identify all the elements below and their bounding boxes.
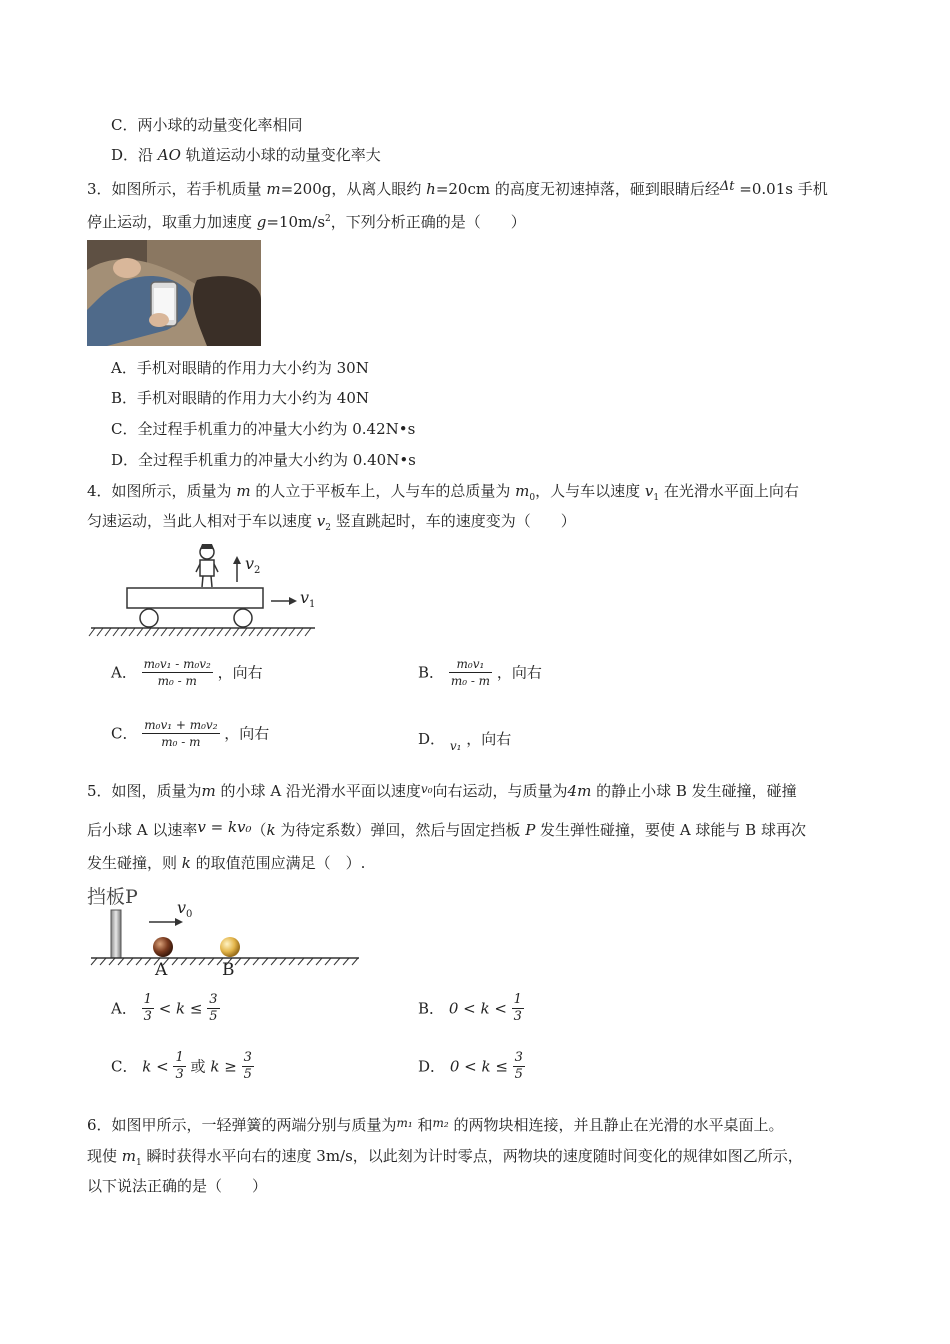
q5-stem-line3: 发生碰撞，则 k 的取值范围应满足（ ）. [87, 854, 366, 872]
q3-option-c: C．全过程手机重力的冲量大小约为 0.42N•s [111, 420, 416, 438]
ball-b-label: B [222, 960, 235, 980]
q5-stem-line2: 后小球 A 以速率v = kv₀（k 为待定系数）弹回，然后与固定挡板 P 发生弹性碰撞，要使 A 球能与 B 球再次 [87, 818, 806, 839]
q4-option-c: C． $\frac{\text{m₀v₁ + m₀v₂}}{\text{m₀ - m}}$ ，向右 [111, 718, 270, 749]
q6-stem-line2: 现使 $m_1$ 瞬时获得水平向右的速度 3m/s，以此刻为计时零点，两物块的速度随时间变化的规律如图乙所示， [87, 1147, 803, 1168]
q4-option-d: D． $_{v_1}$ ，向右 [418, 730, 512, 753]
q5-option-a: A． $\frac{1}{3}$ < k ≤ $\frac{3}{5}$ [111, 992, 218, 1024]
q5-option-d: D． 0 < k ≤ $\frac{3}{5}$ [418, 1050, 523, 1082]
q4-stem-line2: 匀速运动，当此人相对于车以速度 $v_2$ 竖直跳起时，车的速度变为（ ） [87, 512, 576, 533]
q6-stem-line3: 以下说法正确的是（ ） [87, 1177, 268, 1195]
q5-stem-line1: 5．如图，质量为m 的小球 A 沿光滑水平面以速度$^{v_0}$向右运动，与质量为4m 的静止小球 B 发生碰撞，碰撞 [87, 782, 797, 800]
q3-option-b: B．手机对眼睛的作用力大小约为 40N [111, 389, 370, 407]
q3-option-d: D．全过程手机重力的冲量大小约为 0.40N•s [111, 451, 416, 469]
v2-label: $v_2$ [245, 554, 261, 577]
q6-stem-line1: 6．如图甲所示，一轻弹簧的两端分别与质量为$^{m_1}$ 和$^{m_2}$ 的两物块相连接，并且静止在光滑的水平桌面上。 [87, 1116, 784, 1134]
v0-label: $v_0$ [177, 898, 193, 921]
q3-stem-line2: 停止运动，取重力加速度 $g=10m/s^2$，下列分析正确的是（ ） [87, 213, 526, 231]
q4-option-a: A． $\frac{\text{m₀v₁ - m₀v₂}}{\text{m₀ - m}}$ ，向右 [111, 657, 263, 688]
q2-option-c: C．两小球的动量变化率相同 [111, 116, 303, 134]
ball-a-label: A [155, 960, 168, 980]
q3-stem-line1: 3．如图所示，若手机质量 m=200g，从离人眼约 h=20cm 的高度无初速掉落，砸到眼睛后经Δt =0.01s 手机 [87, 179, 828, 198]
q5-option-b: B． 0 < k < $\frac{1}{3}$ [418, 992, 522, 1024]
q3-option-a: A．手机对眼睛的作用力大小约为 30N [111, 359, 369, 377]
plate-label: 挡板P [87, 886, 138, 908]
collision-figure [87, 882, 367, 982]
q4-stem-line1: 4．如图所示，质量为 m 的人立于平板车上，人与车的总质量为 $m_0$，人与车以速度 $v_1$ 在光滑水平面上向右 [87, 482, 799, 503]
phone-falling-photo [87, 240, 261, 346]
q4-option-b: B． $\frac{\text{m₀v₁}}{\text{m₀ - m}}$ ，向右 [418, 657, 542, 688]
q5-option-c: C． k < $\frac{1}{3}$ 或 k ≥ $\frac{3}{5}$ [111, 1050, 252, 1082]
q2-option-d: D．沿 AO 轨道运动小球的动量变化率大 [111, 146, 381, 164]
v1-label: $v_1$ [300, 588, 316, 611]
cart-figure [87, 540, 327, 640]
